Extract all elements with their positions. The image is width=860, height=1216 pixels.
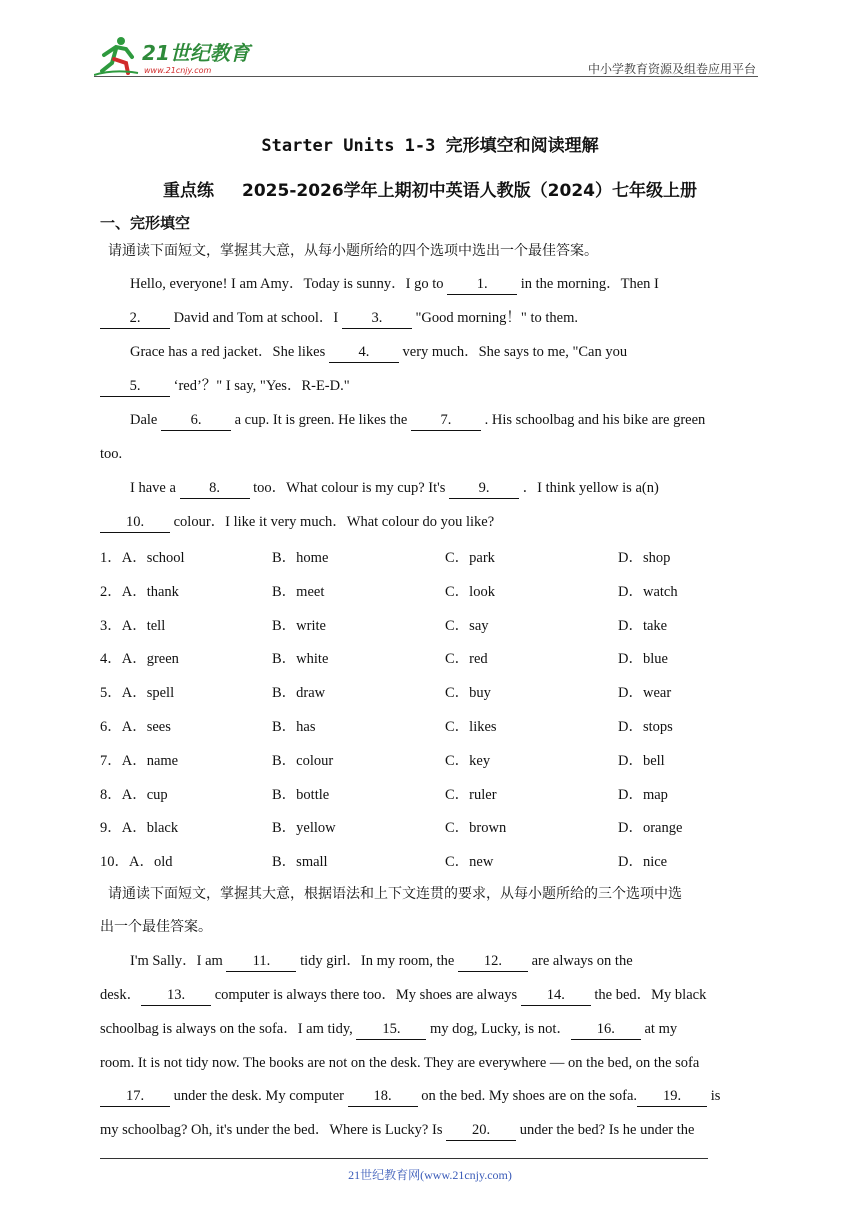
answer-blank[interactable]: 20. <box>446 1120 516 1141</box>
passage-text: I have a <box>130 480 180 496</box>
option-row <box>100 715 762 735</box>
answer-blank[interactable]: 3. <box>342 308 412 329</box>
answer-blank[interactable]: 19. <box>637 1086 707 1107</box>
passage-text: ．I think yellow is a(n) <box>519 480 659 496</box>
option-choice[interactable]: C．ruler <box>445 786 497 803</box>
passage-text: computer is always there too．My shoes are always <box>211 987 521 1003</box>
passage-text: under the desk. My computer <box>170 1088 348 1104</box>
section-heading: 一、完形填空 <box>100 214 191 232</box>
instruction-text: 请通读下面短文，掌握其大意，从每小题所给的四个选项中选出一个最佳答案。 <box>108 243 598 259</box>
option-choice[interactable]: B．write <box>272 617 326 634</box>
passage-text: on the bed. My shoes are on the sofa. <box>417 1088 638 1104</box>
passage-text: schoolbag is always on the sofa．I am tidy, <box>100 1021 357 1037</box>
subtitle-text: 2025-2026学年上期初中英语人教版（2024）七年级上册 <box>242 181 697 201</box>
passage-text: Hello, everyone! I am Amy．Today is sunny．I go to <box>130 276 448 292</box>
passage-text: under the bed? Is he under the <box>516 1122 695 1138</box>
option-choice[interactable]: B．has <box>272 719 316 735</box>
passage-text: desk． <box>100 987 142 1003</box>
passage-text: colour．I like it very much．What colour do you like? <box>170 514 495 530</box>
answer-blank[interactable]: 18. <box>348 1086 418 1107</box>
option-choice[interactable]: B．small <box>272 854 328 871</box>
option-choice[interactable]: B．home <box>272 550 329 566</box>
option-row <box>100 546 762 566</box>
instruction-text-2b: 出一个最佳答案。 <box>100 919 212 935</box>
option-choice[interactable]: C．likes <box>445 719 497 735</box>
passage-text: too. <box>100 446 123 462</box>
option-choice[interactable]: D．blue <box>618 651 668 668</box>
option-choice[interactable]: B．draw <box>272 685 326 702</box>
site-tagline: 中小学教育资源及组卷应用平台 <box>587 62 756 76</box>
option-choice[interactable]: C．say <box>445 617 489 634</box>
logo-text: 21世纪教育 <box>142 41 250 65</box>
option-choice[interactable]: C．key <box>445 752 491 769</box>
option-choice[interactable]: 6．A．sees <box>100 719 171 735</box>
passage-line <box>100 1120 762 1141</box>
answer-blank[interactable]: 1. <box>447 274 517 295</box>
option-row <box>100 614 762 634</box>
passage-text: at my <box>640 1021 678 1037</box>
option-choice[interactable]: D．watch <box>618 583 678 600</box>
passage-text: Dale <box>130 412 161 428</box>
passage-line <box>100 951 762 972</box>
option-choice[interactable]: D．map <box>618 786 668 803</box>
option-choice[interactable]: D．orange <box>618 820 683 837</box>
passage-line <box>100 308 762 329</box>
option-row <box>100 783 762 803</box>
option-choice[interactable]: D．take <box>618 617 668 634</box>
option-choice[interactable]: B．bottle <box>272 786 330 803</box>
option-choice[interactable]: D．bell <box>618 752 665 769</box>
answer-blank[interactable]: 12. <box>458 951 528 972</box>
option-row <box>100 580 762 600</box>
passage-text: . His schoolbag and his bike are green <box>480 412 706 428</box>
option-row <box>100 749 762 769</box>
option-choice[interactable]: D．nice <box>618 854 668 871</box>
passage-text: my dog, Lucky, is not． <box>426 1021 571 1037</box>
passage-line <box>100 444 762 464</box>
option-choice[interactable]: 3．A．tell <box>100 617 166 634</box>
option-choice[interactable]: B．meet <box>272 583 325 600</box>
logo-url: www.21cnjy.com <box>144 66 212 75</box>
runner-icon <box>94 37 138 75</box>
passage-text: are always on the <box>527 953 633 969</box>
option-choice[interactable]: D．shop <box>618 550 671 566</box>
option-choice[interactable]: B．white <box>272 651 329 668</box>
answer-blank[interactable]: 15. <box>356 1019 426 1040</box>
option-choice[interactable]: B．colour <box>272 752 334 769</box>
answer-blank[interactable]: 11. <box>226 951 296 972</box>
answer-blank[interactable]: 6. <box>161 410 231 431</box>
option-choice[interactable]: C．new <box>445 854 494 871</box>
passage-line <box>100 1053 762 1073</box>
passage-text: in the morning．Then I <box>517 276 659 292</box>
passage-text: my schoolbag? Oh, it's under the bed．Where is Lucky? Is <box>100 1122 447 1138</box>
option-row <box>100 850 762 870</box>
passage-text: too．What colour is my cup? It's <box>249 480 450 496</box>
option-choice[interactable]: 7．A．name <box>100 752 179 769</box>
page-title: Starter Units 1-3 完形填空和阅读理解 <box>261 136 599 156</box>
option-choice[interactable]: C．buy <box>445 685 491 702</box>
answer-blank[interactable]: 17. <box>100 1086 170 1107</box>
passage-text: I'm Sally．I am <box>130 953 227 969</box>
answer-blank[interactable]: 2. <box>100 308 170 329</box>
option-row <box>100 681 762 701</box>
answer-blank[interactable]: 8. <box>180 478 250 499</box>
passage-line <box>100 512 762 533</box>
footer-divider <box>100 1158 708 1159</box>
option-choice[interactable]: 10．A．old <box>100 854 173 871</box>
option-choice[interactable]: D．wear <box>618 685 672 702</box>
passage-line <box>100 410 762 431</box>
option-choice[interactable]: C．red <box>445 651 488 668</box>
passage-text: a cup. It is green. He likes the <box>231 412 411 428</box>
site-logo <box>94 35 264 77</box>
passage-line <box>100 274 762 295</box>
answer-blank[interactable]: 16. <box>571 1019 641 1040</box>
passage-line <box>100 342 762 363</box>
answer-blank[interactable]: 4. <box>329 342 399 363</box>
option-choice[interactable]: C．look <box>445 583 495 600</box>
answer-blank[interactable]: 9. <box>449 478 519 499</box>
passage-text: very much．She says to me, "Can you <box>398 344 628 360</box>
option-choice[interactable]: D．stops <box>618 719 673 735</box>
page-footer: 21世纪教育网(www.21cnjy.com) <box>348 1168 512 1182</box>
passage-line <box>100 1086 762 1107</box>
passage-text: David and Tom at school．I <box>170 310 342 326</box>
instruction-text-2: 请通读下面短文，掌握其大意，根据语法和上下文连贯的要求，从每小题所给的三个选项中选 <box>108 886 682 902</box>
passage-text: the bed．My black <box>590 987 707 1003</box>
answer-blank[interactable]: 7. <box>411 410 481 431</box>
answer-blank[interactable]: 14. <box>521 985 591 1006</box>
passage-text: room. It is not tidy now. The books are not on the desk. They are everywhere — on the bed, on the sofa <box>100 1055 700 1071</box>
option-choice[interactable]: 8．A．cup <box>100 786 168 803</box>
header-divider <box>94 76 758 77</box>
option-choice[interactable]: 1．A．school <box>100 550 185 566</box>
passage-text: is <box>707 1088 721 1104</box>
option-choice[interactable]: 2．A．thank <box>100 583 179 600</box>
page-subtitle <box>0 176 860 201</box>
option-row <box>100 647 762 667</box>
passage-line <box>100 478 762 499</box>
answer-blank[interactable]: 5. <box>100 376 170 397</box>
passage-text: "Good morning！" to them. <box>411 310 578 326</box>
subtitle-tag: 重点练 <box>163 181 214 201</box>
answer-blank[interactable]: 10. <box>100 512 170 533</box>
option-choice[interactable]: 9．A．black <box>100 820 179 837</box>
passage-text: tidy girl．In my room, the <box>296 953 458 969</box>
passage-line <box>100 376 762 397</box>
option-choice[interactable]: C．park <box>445 550 495 566</box>
passage-line <box>100 985 762 1006</box>
answer-blank[interactable]: 13. <box>141 985 211 1006</box>
option-choice[interactable]: B．yellow <box>272 820 336 837</box>
passage-text: Grace has a red jacket．She likes <box>130 344 329 360</box>
option-choice[interactable]: C．brown <box>445 820 507 837</box>
passage-text: ‘red’？" I say, "Yes．R-E-D." <box>170 378 350 394</box>
option-row <box>100 816 762 836</box>
option-choice[interactable]: 4．A．green <box>100 651 179 668</box>
option-choice[interactable]: 5．A．spell <box>100 685 175 702</box>
passage-line <box>100 1019 762 1040</box>
